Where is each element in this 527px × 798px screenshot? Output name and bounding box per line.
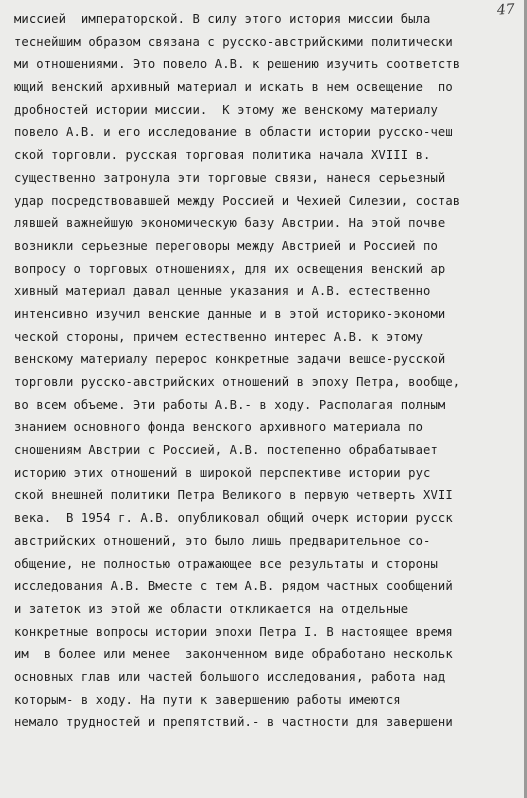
page-number: 47 bbox=[496, 1, 516, 19]
text-line-overtyped: торговли русско-австрийских отношений в эпоху Петра, вообще, bbox=[14, 375, 461, 389]
text-line: повело А.В. и его исследование в области истории русско-чеш bbox=[14, 125, 453, 140]
text-line: знанием основного фонда венского архивного материала по bbox=[14, 420, 424, 435]
text-line: историю этих отношений в широкой перспективе истории рус bbox=[14, 465, 431, 480]
text-line: ми отношениями. Это повело А.В. к решению изучить соответств bbox=[14, 57, 461, 72]
text-line: австрийских отношений, это было лишь предварительное со- bbox=[14, 533, 431, 548]
text-line: во всем объеме. Эти работы А.В.- в ходу. Располагая полным bbox=[14, 397, 446, 412]
text-line: общение, не полностью отражающее все результаты и стороны bbox=[14, 556, 438, 571]
text-line: вопросу о торговых отношениях, для их освещения венский ар bbox=[14, 261, 446, 276]
text-line: возникли серьезные переговоры между Австрией и Россией по bbox=[14, 238, 438, 253]
text-line: ющий венский архивный материал и искать в нем освещение по bbox=[14, 80, 453, 95]
text-line: которым- в ходу. На пути к завершению работы имеются bbox=[14, 692, 401, 707]
text-line: им в более или менее законченном виде обработано нескольк bbox=[14, 647, 453, 662]
text-line: дробностей истории миссии. К этому же венскому материалу bbox=[14, 102, 438, 117]
text-line: немало трудностей и препятствий.- в частности для завершени bbox=[14, 715, 453, 730]
text-line: исследования А.В. Вместе с тем А.В. рядом частных сообщений bbox=[14, 579, 453, 594]
text-line: основных глав или частей большого исследования, работа над bbox=[14, 669, 446, 684]
typed-text-body bbox=[14, 8, 524, 734]
text-line: теснейшим образом связана с русско-австрийскими политически bbox=[14, 34, 453, 49]
text-line: удар посредствовавшей между Россией и Чехией Силезии, состав bbox=[14, 193, 461, 208]
text-line: интенсивно изучил венские данные и в этой историко-экономи bbox=[14, 306, 446, 321]
text-line: ской торговли. русская торговая политика начала XVIII в. bbox=[14, 148, 431, 163]
text-line: ческой стороны, причем естественно интерес А.В. к этому bbox=[14, 329, 424, 344]
text-line: сношениям Австрии с Россией, А.В. постепенно обрабатывает bbox=[14, 443, 438, 458]
text-line: хивный материал давал ценные указания и А.В. естественно bbox=[14, 284, 431, 299]
text-line: венскому материалу перерос конкретные задачи вешсе-русской bbox=[14, 352, 446, 367]
text-line: существенно затронула эти торговые связи, нанеся серьезный bbox=[14, 170, 446, 185]
text-line: конкретные вопросы истории эпохи Петра I. В настоящее время bbox=[14, 624, 453, 639]
text-line: ской внешней политики Петра Великого в первую четверть XVII bbox=[14, 488, 453, 503]
text-line: века. В 1954 г. А.В. опубликовал общий очерк истории русск bbox=[14, 511, 453, 526]
text-line: и затеток из этой же области откликается на отдельные bbox=[14, 601, 409, 616]
text-line: миссией императорской. В силу этого история миссии была bbox=[14, 12, 431, 26]
text-line: лявшей важнейшую экономическую базу Австрии. На этой почве bbox=[14, 216, 446, 231]
